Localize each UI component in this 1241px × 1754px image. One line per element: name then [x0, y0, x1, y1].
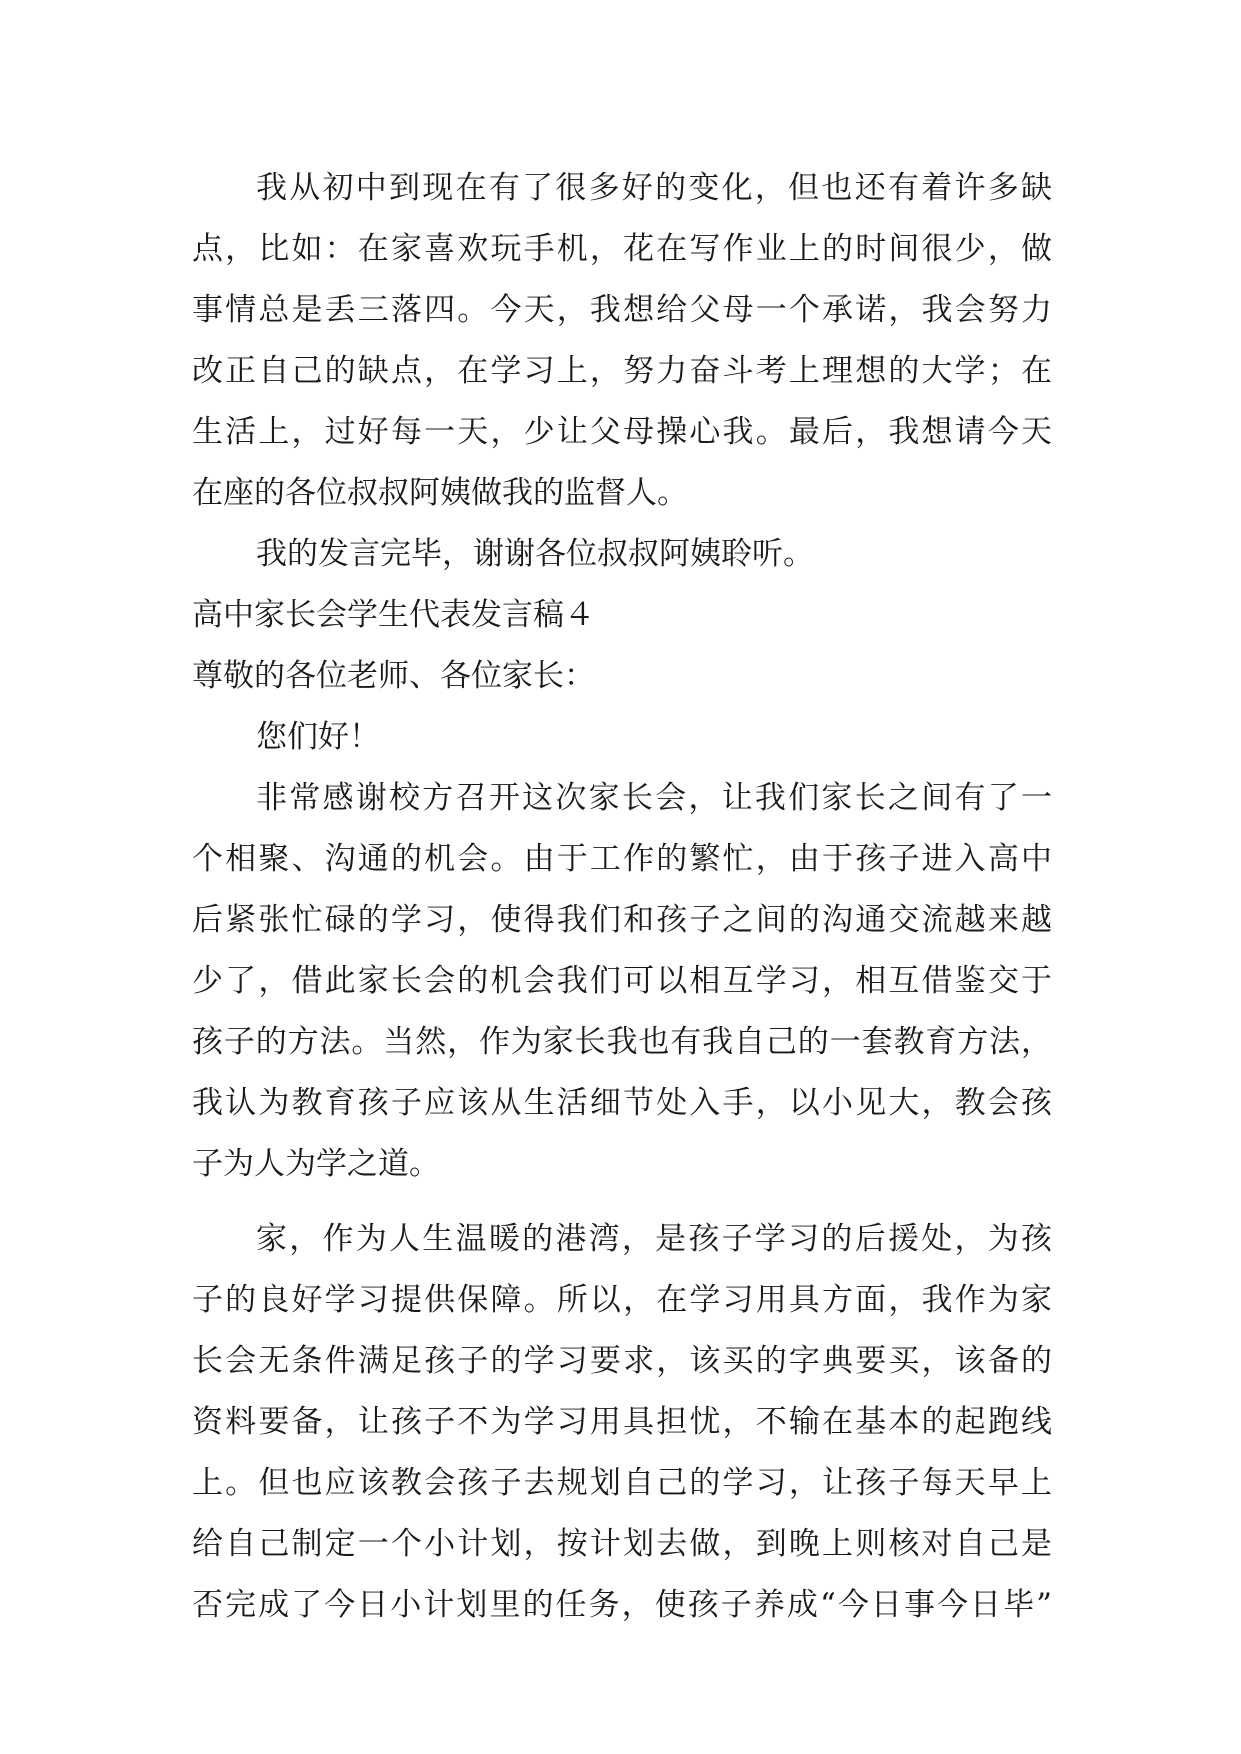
text-line: 给自己制定一个小计划，按计划去做，到晚上则核对自己是 — [192, 1526, 1052, 1562]
text-line: 我的发言完毕，谢谢各位叔叔阿姨聆听。 — [256, 536, 814, 572]
text-line: 您们好！ — [256, 719, 380, 755]
paragraph — [192, 524, 1052, 585]
paragraph-gap — [192, 1195, 1052, 1209]
text-line: 生活上，过好每一天，少让父母操心我。最后，我想请今天 — [192, 414, 1052, 450]
section-heading — [192, 585, 1052, 646]
paragraph — [192, 158, 1052, 524]
text-line: 我认为教育孩子应该从生活细节处入手，以小见大，教会孩 — [192, 1085, 1052, 1121]
text-line: 家，作为人生温暖的港湾，是孩子学习的后援处，为孩 — [256, 1221, 1052, 1257]
document-body — [192, 158, 1052, 1636]
text-line: 孩子的方法。当然，作为家长我也有我自己的一套教育方法， — [192, 1024, 1052, 1060]
text-line: 上。但也应该教会孩子去规划自己的学习，让孩子每天早上 — [192, 1465, 1052, 1501]
paragraph — [192, 1209, 1052, 1636]
text-line: 在座的各位叔叔阿姨做我的监督人。 — [192, 475, 688, 511]
paragraph — [192, 707, 1052, 768]
paragraph — [192, 768, 1052, 1195]
text-line: 后紧张忙碌的学习，使得我们和孩子之间的沟通交流越来越 — [192, 902, 1052, 938]
text-line: 非常感谢校方召开这次家长会，让我们家长之间有了一 — [256, 780, 1052, 816]
salutation-text: 尊敬的各位老师、各位家长： — [192, 658, 595, 694]
text-line: 子的良好学习提供保障。所以，在学习用具方面，我作为家 — [192, 1282, 1052, 1318]
heading-text: 高中家长会学生代表发言稿４ — [192, 597, 595, 633]
text-line: 少了，借此家长会的机会我们可以相互学习，相互借鉴交于 — [192, 963, 1052, 999]
salutation — [192, 646, 1052, 707]
text-line: 点，比如：在家喜欢玩手机，花在写作业上的时间很少，做 — [192, 231, 1052, 267]
text-line: 事情总是丢三落四。今天，我想给父母一个承诺，我会努力 — [192, 292, 1052, 328]
text-line: 否完成了今日小计划里的任务，使孩子养成“今日事今日毕” — [192, 1587, 1052, 1623]
text-line: 资料要备，让孩子不为学习用具担忧，不输在基本的起跑线 — [192, 1404, 1052, 1440]
text-line: 长会无条件满足孩子的学习要求，该买的字典要买，该备的 — [192, 1343, 1052, 1379]
text-line: 子为人为学之道。 — [192, 1146, 440, 1182]
text-line: 改正自己的缺点，在学习上，努力奋斗考上理想的大学；在 — [192, 353, 1052, 389]
text-line: 个相聚、沟通的机会。由于工作的繁忙，由于孩子进入高中 — [192, 841, 1052, 877]
text-line: 我从初中到现在有了很多好的变化，但也还有着许多缺 — [256, 170, 1052, 206]
